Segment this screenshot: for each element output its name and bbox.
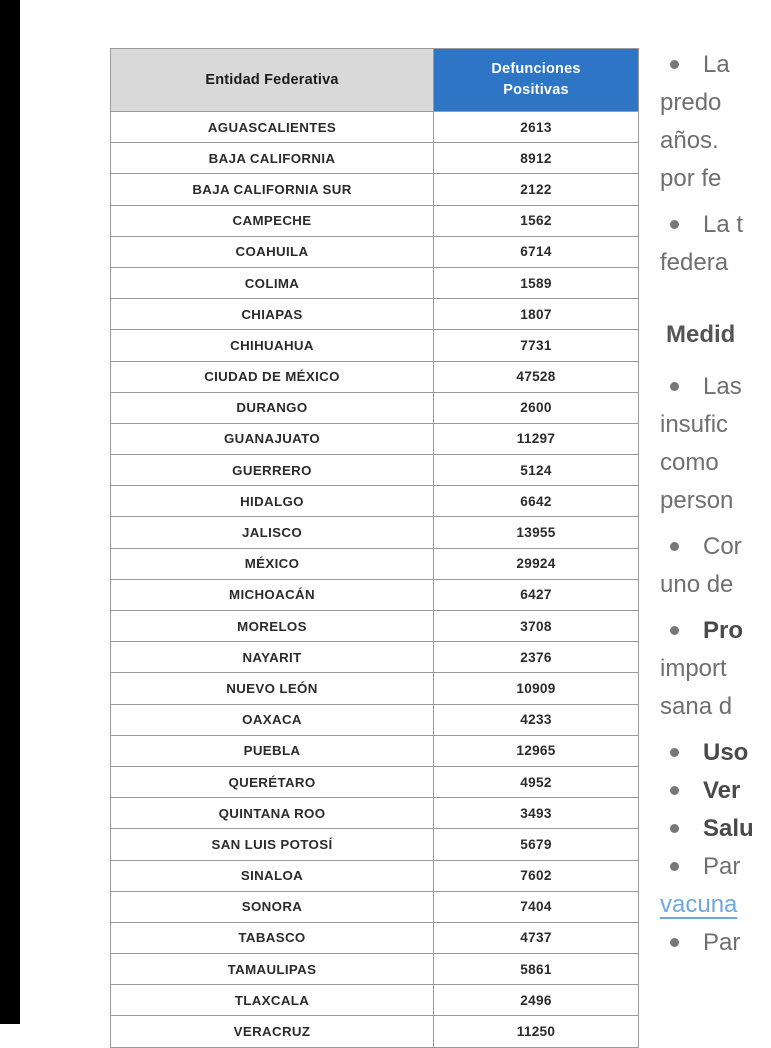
cell-defunciones-positivas: 12965 (434, 735, 639, 766)
note-bullet-3-line-2: insufic (660, 411, 729, 438)
note-bullet-1-line-3: años. (660, 127, 719, 154)
cell-defunciones-positivas: 6427 (434, 579, 639, 610)
table-row (111, 611, 639, 642)
notes-section-heading: Medid (666, 321, 736, 348)
note-bullet-10 (660, 924, 771, 962)
cell-entidad-federativa: QUERÉTARO (111, 766, 434, 797)
table-row (111, 455, 639, 486)
note-bullet-2-line-1 (660, 206, 771, 244)
note-bullet-6 (660, 734, 771, 772)
cell-defunciones-positivas: 7602 (434, 860, 639, 891)
table-row (111, 642, 639, 673)
cell-defunciones-positivas: 13955 (434, 517, 639, 548)
table-body (111, 112, 639, 1048)
table-row (111, 143, 639, 174)
table-row (111, 829, 639, 860)
notes-spacer (660, 290, 771, 316)
cell-entidad-federativa: TLAXCALA (111, 985, 434, 1016)
cell-entidad-federativa: TABASCO (111, 922, 434, 953)
note-bullet-9 (660, 848, 771, 886)
note-text: Par (703, 929, 741, 956)
deaths-by-state-table (110, 48, 639, 1048)
note-bullet-5 (660, 612, 771, 726)
bullet-icon (670, 824, 679, 833)
cell-entidad-federativa: COLIMA (111, 267, 434, 298)
table-row (111, 798, 639, 829)
note-link-line (660, 886, 771, 924)
table-row (111, 112, 639, 143)
cell-entidad-federativa: MORELOS (111, 611, 434, 642)
bullet-icon (670, 220, 679, 229)
cell-defunciones-positivas: 2496 (434, 985, 639, 1016)
note-bullet-5-line-2: import (660, 655, 727, 682)
notes-spacer (660, 354, 771, 368)
note-bullet-1-line-4: por fe (660, 165, 722, 192)
table-row (111, 486, 639, 517)
note-bullet-3-line-3: como (660, 449, 719, 476)
bullet-icon (670, 382, 679, 391)
cell-defunciones-positivas: 1589 (434, 267, 639, 298)
cell-defunciones-positivas: 3708 (434, 611, 639, 642)
note-bullet-5-line-3: sana d (660, 693, 733, 720)
cell-defunciones-positivas: 5861 (434, 954, 639, 985)
bullet-icon (670, 542, 679, 551)
cell-defunciones-positivas: 7731 (434, 330, 639, 361)
table-row (111, 205, 639, 236)
note-text: Uso (703, 739, 749, 766)
cell-entidad-federativa: TAMAULIPAS (111, 954, 434, 985)
cell-defunciones-positivas: 4737 (434, 922, 639, 953)
cell-entidad-federativa: NUEVO LEÓN (111, 673, 434, 704)
cell-entidad-federativa: NAYARIT (111, 642, 434, 673)
note-bullet-3 (660, 368, 771, 520)
cell-defunciones-positivas: 6642 (434, 486, 639, 517)
note-bullet-1-line-2: predo (660, 89, 722, 116)
table-row (111, 985, 639, 1016)
column-header-line-2: Positivas (503, 82, 569, 98)
cell-entidad-federativa: CHIHUAHUA (111, 330, 434, 361)
cell-defunciones-positivas: 1562 (434, 205, 639, 236)
table-row (111, 922, 639, 953)
note-text: La (703, 51, 730, 78)
cell-entidad-federativa: GUERRERO (111, 455, 434, 486)
note-text: Ver (703, 777, 741, 804)
note-bullet-4 (660, 528, 771, 604)
cell-entidad-federativa: AGUASCALIENTES (111, 112, 434, 143)
table-row (111, 330, 639, 361)
cell-entidad-federativa: CHIAPAS (111, 299, 434, 330)
note-text: La t (703, 211, 744, 238)
bullet-icon (670, 748, 679, 757)
table-row (111, 517, 639, 548)
cell-defunciones-positivas: 2376 (434, 642, 639, 673)
bullet-icon (670, 60, 679, 69)
table-header-row (111, 49, 639, 112)
cell-defunciones-positivas: 3493 (434, 798, 639, 829)
table-row (111, 891, 639, 922)
note-bullet-2-line-2: federa (660, 249, 729, 276)
table-header (111, 49, 639, 112)
table-row (111, 361, 639, 392)
cell-entidad-federativa: MICHOACÁN (111, 579, 434, 610)
column-header-defunciones-positivas (434, 49, 639, 112)
cell-entidad-federativa: MÉXICO (111, 548, 434, 579)
cell-defunciones-positivas: 47528 (434, 361, 639, 392)
cell-entidad-federativa: QUINTANA ROO (111, 798, 434, 829)
table-row (111, 267, 639, 298)
note-bullet-4-line-1 (660, 528, 771, 566)
cell-defunciones-positivas: 5124 (434, 455, 639, 486)
cell-entidad-federativa: SONORA (111, 891, 434, 922)
table-row (111, 673, 639, 704)
cell-entidad-federativa: CAMPECHE (111, 205, 434, 236)
table-row (111, 735, 639, 766)
note-text: Pro (703, 617, 744, 644)
cell-defunciones-positivas: 5679 (434, 829, 639, 860)
table-row (111, 704, 639, 735)
cell-defunciones-positivas: 11297 (434, 423, 639, 454)
table-row (111, 766, 639, 797)
table-row (111, 579, 639, 610)
note-bullet-3-line-4: person (660, 487, 734, 514)
table-row (111, 423, 639, 454)
note-bullet-1-line-1 (660, 46, 771, 84)
table-row (111, 236, 639, 267)
cell-defunciones-positivas: 4952 (434, 766, 639, 797)
cell-defunciones-positivas: 2613 (434, 112, 639, 143)
note-bullet-4-line-2: uno de (660, 571, 734, 598)
table-row (111, 299, 639, 330)
cell-defunciones-positivas: 11250 (434, 1016, 639, 1047)
table-row (111, 174, 639, 205)
cell-entidad-federativa: CIUDAD DE MÉXICO (111, 361, 434, 392)
cell-defunciones-positivas: 6714 (434, 236, 639, 267)
page-edge-bar (0, 0, 20, 1024)
bullet-icon (670, 938, 679, 947)
cell-defunciones-positivas: 10909 (434, 673, 639, 704)
cell-entidad-federativa: OAXACA (111, 704, 434, 735)
cell-entidad-federativa: SINALOA (111, 860, 434, 891)
cell-defunciones-positivas: 29924 (434, 548, 639, 579)
cell-defunciones-positivas: 7404 (434, 891, 639, 922)
bullet-icon (670, 626, 679, 635)
note-bullet-2 (660, 206, 771, 282)
cell-entidad-federativa: PUEBLA (111, 735, 434, 766)
cell-entidad-federativa: VERACRUZ (111, 1016, 434, 1047)
table-row (111, 860, 639, 891)
note-bullet-3-line-1 (660, 368, 771, 406)
table-row (111, 1016, 639, 1047)
bullet-icon (670, 786, 679, 795)
cell-entidad-federativa: BAJA CALIFORNIA (111, 143, 434, 174)
column-header-entidad-federativa: Entidad Federativa (111, 49, 434, 112)
cell-defunciones-positivas: 2122 (434, 174, 639, 205)
table-row (111, 548, 639, 579)
column-header-line-1: Defunciones (491, 60, 581, 77)
cell-defunciones-positivas: 4233 (434, 704, 639, 735)
bullet-icon (670, 862, 679, 871)
deaths-by-state-table-container (110, 48, 638, 1048)
note-bullet-7 (660, 772, 771, 810)
note-text: Cor (703, 533, 742, 560)
cell-entidad-federativa: JALISCO (111, 517, 434, 548)
notes-column (660, 46, 771, 962)
cell-entidad-federativa: GUANAJUATO (111, 423, 434, 454)
note-bullet-5-line-1 (660, 612, 771, 650)
cell-entidad-federativa: COAHUILA (111, 236, 434, 267)
cell-entidad-federativa: HIDALGO (111, 486, 434, 517)
cell-defunciones-positivas: 8912 (434, 143, 639, 174)
note-bullet-1 (660, 46, 771, 198)
cell-entidad-federativa: SAN LUIS POTOSÍ (111, 829, 434, 860)
cell-defunciones-positivas: 1807 (434, 299, 639, 330)
table-row (111, 392, 639, 423)
cell-entidad-federativa: DURANGO (111, 392, 434, 423)
vacunacion-link[interactable]: vacuna (660, 891, 738, 918)
note-text: Salu (703, 815, 754, 842)
cell-defunciones-positivas: 2600 (434, 392, 639, 423)
note-bullet-8 (660, 810, 771, 848)
table-row (111, 954, 639, 985)
cell-entidad-federativa: BAJA CALIFORNIA SUR (111, 174, 434, 205)
note-text: Par (703, 853, 741, 880)
note-text: Las (703, 373, 742, 400)
